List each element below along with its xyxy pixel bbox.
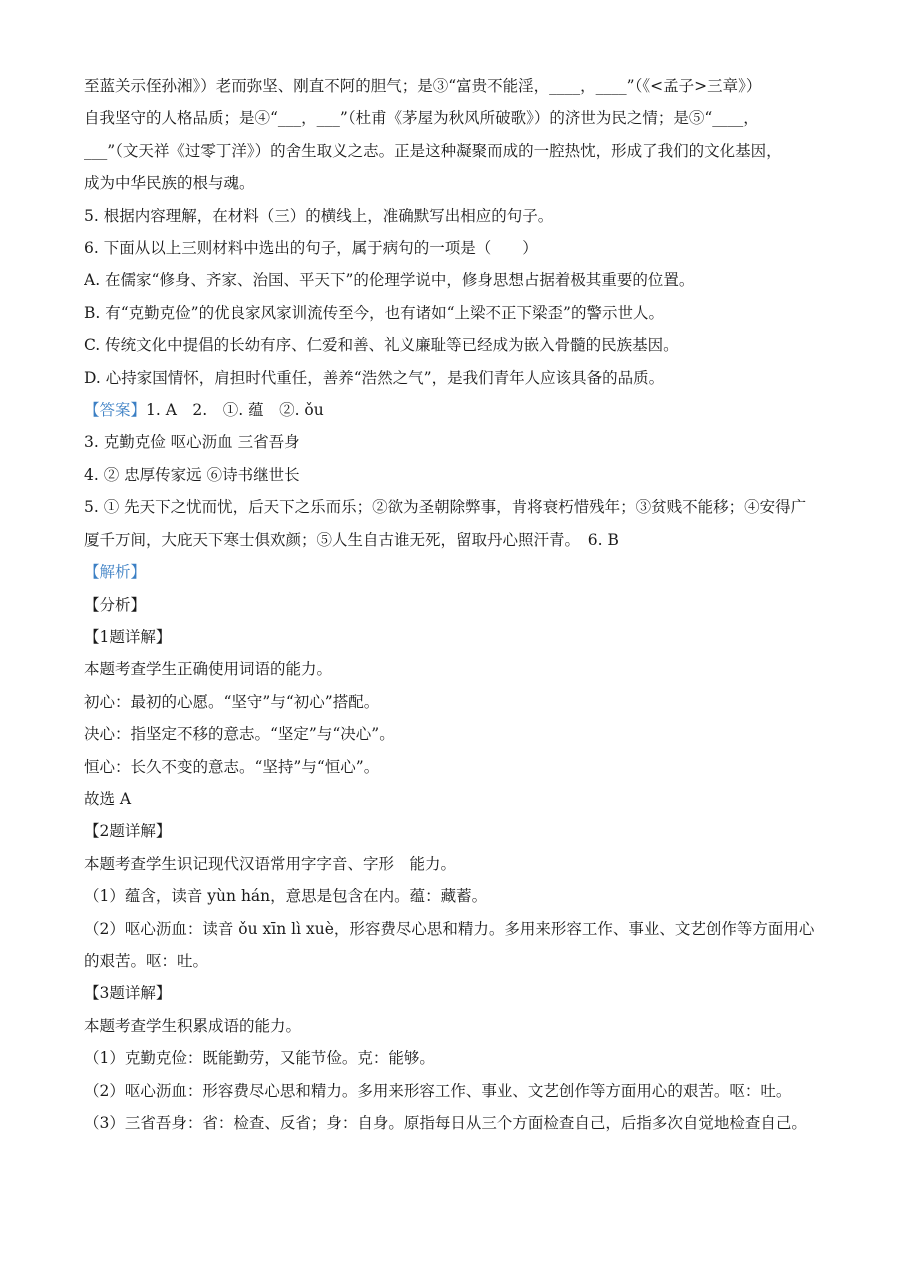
answer-label: 【答案】 (84, 401, 147, 420)
answer-line: 5. ① 先天下之忧而忧，后天下之乐而乐；②欲为圣朝除弊事，肯将衰朽惜残年；③贫贱不能移；④安得广 (84, 498, 807, 517)
answer-line: 3. 克勤克俭 呕心沥血 三省吾身 (84, 433, 300, 452)
text-line: （2）呕心沥血：读音 ǒu xīn lì xuè，形容费尽心思和精力。多用来形容工作、事业、文艺创作等方面用心 (84, 919, 815, 938)
answer-text: 1. A 2. ①. 蕴 ②. ǒu (146, 401, 324, 420)
analysis-heading: 【分析】 (84, 595, 147, 614)
answer-line: 厦千万间，大庇天下寒士俱欢颜；⑤人生自古谁无死，留取丹心照汗青。 6. B (84, 530, 619, 549)
text-line: （2）呕心沥血：形容费尽心思和精力。多用来形容工作、事业、文艺创作等方面用心的艰苦。呕：吐。 (84, 1081, 792, 1100)
section-heading: 【2题详解】 (84, 822, 172, 841)
answer-line: 4. ② 忠厚传家远 ⑥诗书继世长 (84, 465, 300, 484)
analysis-label: 【解析】 (84, 563, 147, 582)
text-line: 的艰苦。呕：吐。 (84, 951, 209, 970)
text-line: （3）三省吾身：省：检查、反省；身：自身。原指每日从三个方面检查自己，后指多次自觉地检查自己。 (84, 1114, 807, 1132)
text-line: 自我坚守的人格品质；是④“___，___”（杜甫《茅屋为秋风所破歌》）的济世为民之情；是⑤“____， (84, 109, 759, 128)
text-line: 本题考查学生积累成语的能力。 (84, 1016, 302, 1035)
text-line: 至蓝关示侄孙湘》）老而弥坚、刚直不阿的胆气；是③“富贵不能淫，____，____”（《<孟子>三章》） (84, 77, 762, 95)
question-5: 5. 根据内容理解，在材料（三）的横线上，准确默写出相应的句子。 (84, 206, 554, 225)
answer-line (84, 394, 839, 426)
option-c: C. 传统文化中提倡的长幼有序、仁爱和善、礼义廉耻等已经成为嵌入骨髓的民族基因。 (84, 336, 679, 355)
text-line: 本题考查学生识记现代汉语常用字字音、字形 能力。 (84, 854, 457, 873)
option-b: B. 有“克勤克俭”的优良家风家训流传至今，也有诸如“上梁不正下梁歪”的警示世人。 (84, 303, 664, 322)
text-line: 初心：最初的心愿。“坚守”与“初心”搭配。 (84, 692, 380, 711)
section-heading: 【1题详解】 (84, 627, 172, 646)
text-line: 成为中华民族的根与魂。 (84, 174, 255, 193)
text-line: 本题考查学生正确使用词语的能力。 (84, 660, 333, 679)
text-line: 恒心：长久不变的意志。“坚持”与“恒心”。 (84, 757, 380, 776)
section-heading: 【3题详解】 (84, 984, 172, 1003)
text-line: （1）克勤克俭：既能勤劳，又能节俭。克：能够。 (84, 1049, 435, 1068)
option-a: A. 在儒家“修身、齐家、治国、平天下”的伦理学说中，修身思想占据着极其重要的位置。 (84, 271, 695, 290)
text-line: （1）蕴含，读音 yùn hán，意思是包含在内。蕴：藏蓄。 (84, 887, 488, 906)
option-d: D. 心持家国情怀，肩担时代重任，善养“浩然之气”，是我们青年人应该具备的品质。 (84, 368, 665, 387)
question-6: 6. 下面从以上三则材料中选出的句子，属于病句的一项是（ ） (84, 239, 538, 258)
text-line: 决心：指坚定不移的意志。“坚定”与“决心”。 (84, 725, 395, 744)
text-line: ___”（文天祥《过零丁洋》）的舍生取义之志。正是这种凝聚而成的一腔热忱，形成了我们的文化基因， (84, 141, 782, 160)
text-line: 故选 A (84, 789, 132, 808)
